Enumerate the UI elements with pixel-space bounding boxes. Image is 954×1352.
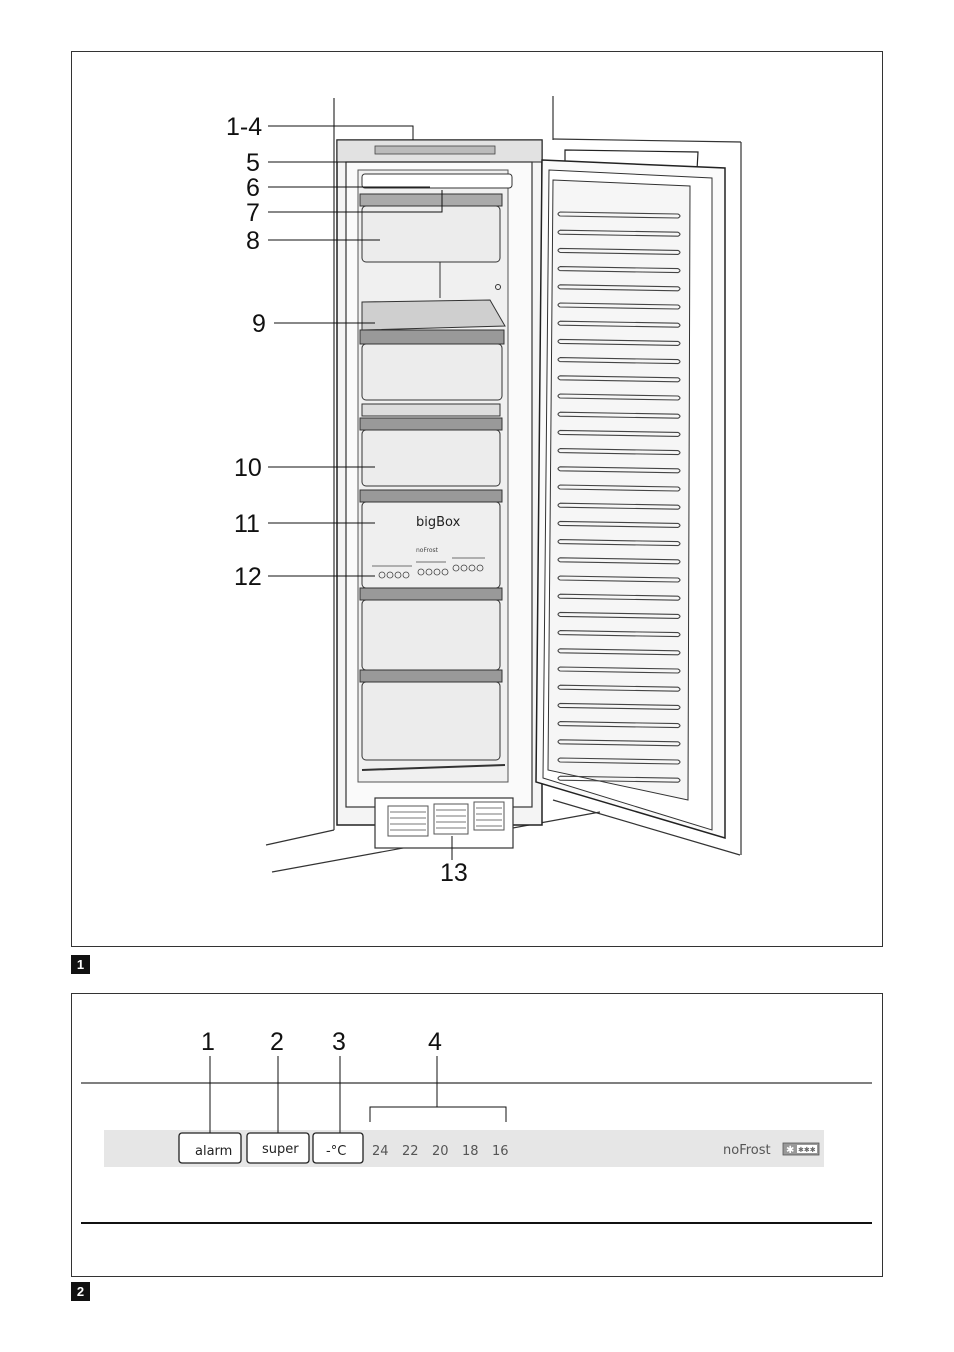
drawer-nofrost-text: noFrost xyxy=(416,547,438,554)
ventilation-grille xyxy=(375,798,513,848)
temperature-button-label: -°C xyxy=(326,1144,347,1159)
temp-value: 24 xyxy=(372,1144,389,1159)
callout-panel-4: 4 xyxy=(428,1028,442,1056)
nofrost-label: noFrost xyxy=(723,1143,771,1158)
callout-8: 8 xyxy=(246,227,260,255)
callout-1-4: 1-4 xyxy=(226,113,263,141)
svg-text:✱✱✱: ✱✱✱ xyxy=(798,1146,816,1154)
callout-panel-2: 2 xyxy=(270,1028,284,1056)
figure-2-number: 2 xyxy=(71,1282,90,1301)
callout-12: 12 xyxy=(234,563,262,591)
callout-10: 10 xyxy=(234,454,262,482)
callout-panel-1: 1 xyxy=(201,1028,215,1056)
callout-13: 13 xyxy=(440,859,468,887)
svg-text:✱: ✱ xyxy=(786,1145,795,1156)
temp-value: 20 xyxy=(432,1144,449,1159)
temp-value: 18 xyxy=(462,1144,479,1159)
temp-value: 22 xyxy=(402,1144,419,1159)
drawer-brand-text: bigBox xyxy=(416,515,461,530)
figure-2-frame xyxy=(71,993,883,1277)
super-button-label: super xyxy=(262,1142,299,1157)
temp-value: 16 xyxy=(492,1144,509,1159)
callout-7: 7 xyxy=(246,199,260,227)
figure-1-number: 1 xyxy=(71,955,90,974)
callout-6: 6 xyxy=(246,174,260,202)
alarm-button-label: alarm xyxy=(195,1144,233,1159)
callout-11: 11 xyxy=(234,510,260,538)
freezer-door xyxy=(536,150,725,838)
callout-panel-3: 3 xyxy=(332,1028,346,1056)
callout-5: 5 xyxy=(246,149,260,177)
callout-9: 9 xyxy=(252,310,266,338)
